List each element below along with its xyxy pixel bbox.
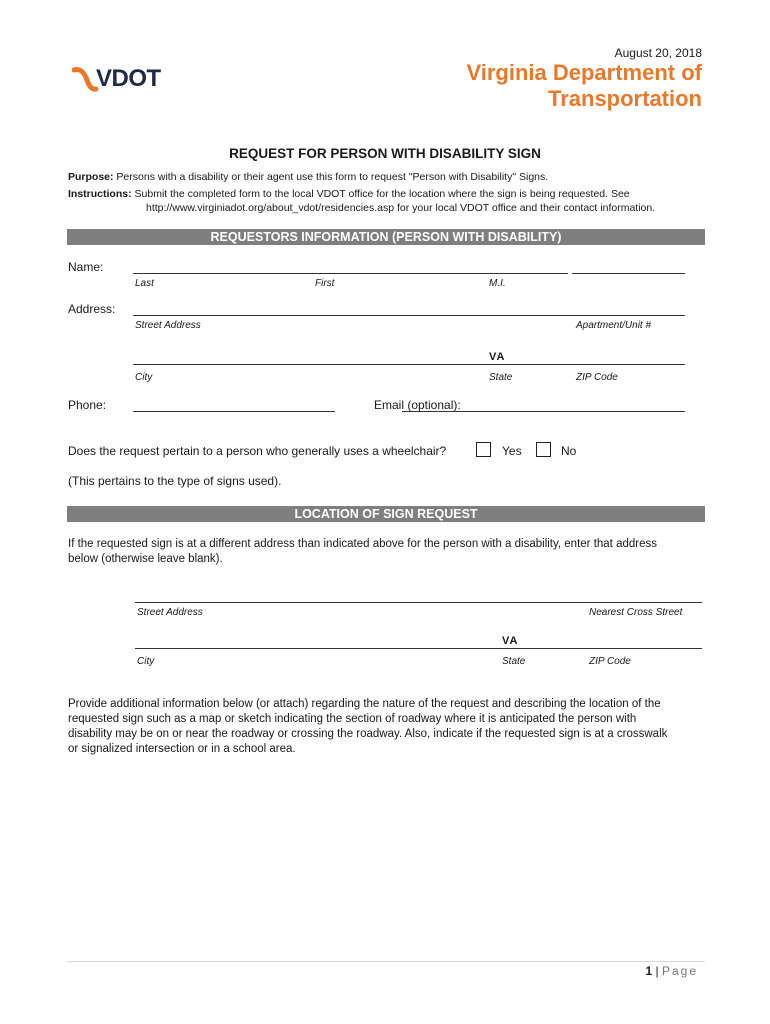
instructions-url: http://www.virginiadot.org/about_vdot/residencies.asp for your local VDOT office and their contact information. xyxy=(146,202,656,214)
email-field-line[interactable] xyxy=(402,411,685,412)
location-state-caption: State xyxy=(502,656,526,667)
form-title: REQUEST FOR PERSON WITH DISABILITY SIGN xyxy=(229,146,541,161)
location-intro xyxy=(68,537,657,567)
purpose-body: Persons with a disability or their agent use this form to request "Person with Disability" Signs. xyxy=(113,171,549,183)
location-city-caption: City xyxy=(137,656,155,667)
department-line-1: Virginia Department of xyxy=(466,60,702,85)
city-state-zip-line[interactable] xyxy=(133,364,685,365)
additional-info-text xyxy=(68,697,667,757)
state-caption: State xyxy=(489,372,513,383)
additional-info-line-1: Provide additional information below (or attach) regarding the nature of the request and describing the location of the xyxy=(68,698,661,710)
vdot-logo xyxy=(72,62,182,92)
no-label: No xyxy=(561,444,577,458)
page-label: Page xyxy=(661,964,698,978)
street-address-caption: Street Address xyxy=(135,320,201,331)
location-intro-line-2: below (otherwise leave blank). xyxy=(68,553,223,565)
location-street-caption: Street Address xyxy=(137,607,203,618)
location-state-value: VA xyxy=(502,635,519,647)
name-mi-caption: M.I. xyxy=(489,278,506,289)
department-line-2: Transportation xyxy=(547,86,702,111)
yes-label: Yes xyxy=(502,444,522,458)
no-checkbox[interactable] xyxy=(536,442,551,457)
location-intro-line-1: If the requested sign is at a different address than indicated above for the person with a disability, enter that address xyxy=(68,538,657,550)
instructions-body: Submit the completed form to the local VDOT office for the location where the sign is being requested. See xyxy=(131,188,630,200)
logo-text: VDOT xyxy=(96,65,161,92)
yes-checkbox[interactable] xyxy=(476,442,491,457)
page-separator: | xyxy=(652,964,662,978)
document-date: August 20, 2018 xyxy=(614,46,702,60)
purpose-text xyxy=(68,171,548,183)
state-value: VA xyxy=(489,351,506,363)
wheelchair-question: Does the request pertain to a person who generally uses a wheelchair? xyxy=(68,444,447,458)
name-label: Name: xyxy=(68,260,104,274)
zip-caption: ZIP Code xyxy=(576,372,618,383)
city-caption: City xyxy=(135,372,153,383)
phone-label: Phone: xyxy=(68,398,107,412)
page-footer xyxy=(645,964,698,978)
location-zip-caption: ZIP Code xyxy=(589,656,631,667)
section-heading-requestor: REQUESTORS INFORMATION (PERSON WITH DISABILITY) xyxy=(67,229,705,245)
location-city-state-zip-line[interactable] xyxy=(135,648,702,649)
additional-info-line-4: or signalized intersection or in a school area. xyxy=(68,743,296,755)
name-field-line[interactable] xyxy=(133,273,568,274)
instructions-label: Instructions: xyxy=(68,188,132,200)
apartment-caption: Apartment/Unit # xyxy=(576,320,652,331)
name-first-caption: First xyxy=(315,278,335,289)
location-street-line[interactable] xyxy=(135,602,702,603)
department-name xyxy=(466,60,702,112)
address-label: Address: xyxy=(68,302,116,316)
purpose-label: Purpose: xyxy=(68,171,114,183)
name-last-caption: Last xyxy=(135,278,154,289)
name-extra-field-line[interactable] xyxy=(572,273,685,274)
phone-field-line[interactable] xyxy=(133,411,335,412)
additional-info-line-3: disability may be on or near the roadway or crossing the roadway. Also, indicate if the requested sign is at a crosswalk xyxy=(68,728,668,740)
cross-street-caption: Nearest Cross Street xyxy=(589,607,683,618)
section-heading-location: LOCATION OF SIGN REQUEST xyxy=(67,506,705,522)
instructions-text xyxy=(68,187,708,202)
email-label: Email (optional): xyxy=(374,398,461,412)
page-number: 1 xyxy=(645,964,653,978)
wheelchair-note: (This pertains to the type of signs used). xyxy=(68,474,282,488)
footer-divider xyxy=(67,961,705,962)
street-address-line[interactable] xyxy=(133,315,685,316)
additional-info-line-2: requested sign such as a map or sketch indicating the section of roadway where it is anticipated the person with xyxy=(68,713,637,725)
